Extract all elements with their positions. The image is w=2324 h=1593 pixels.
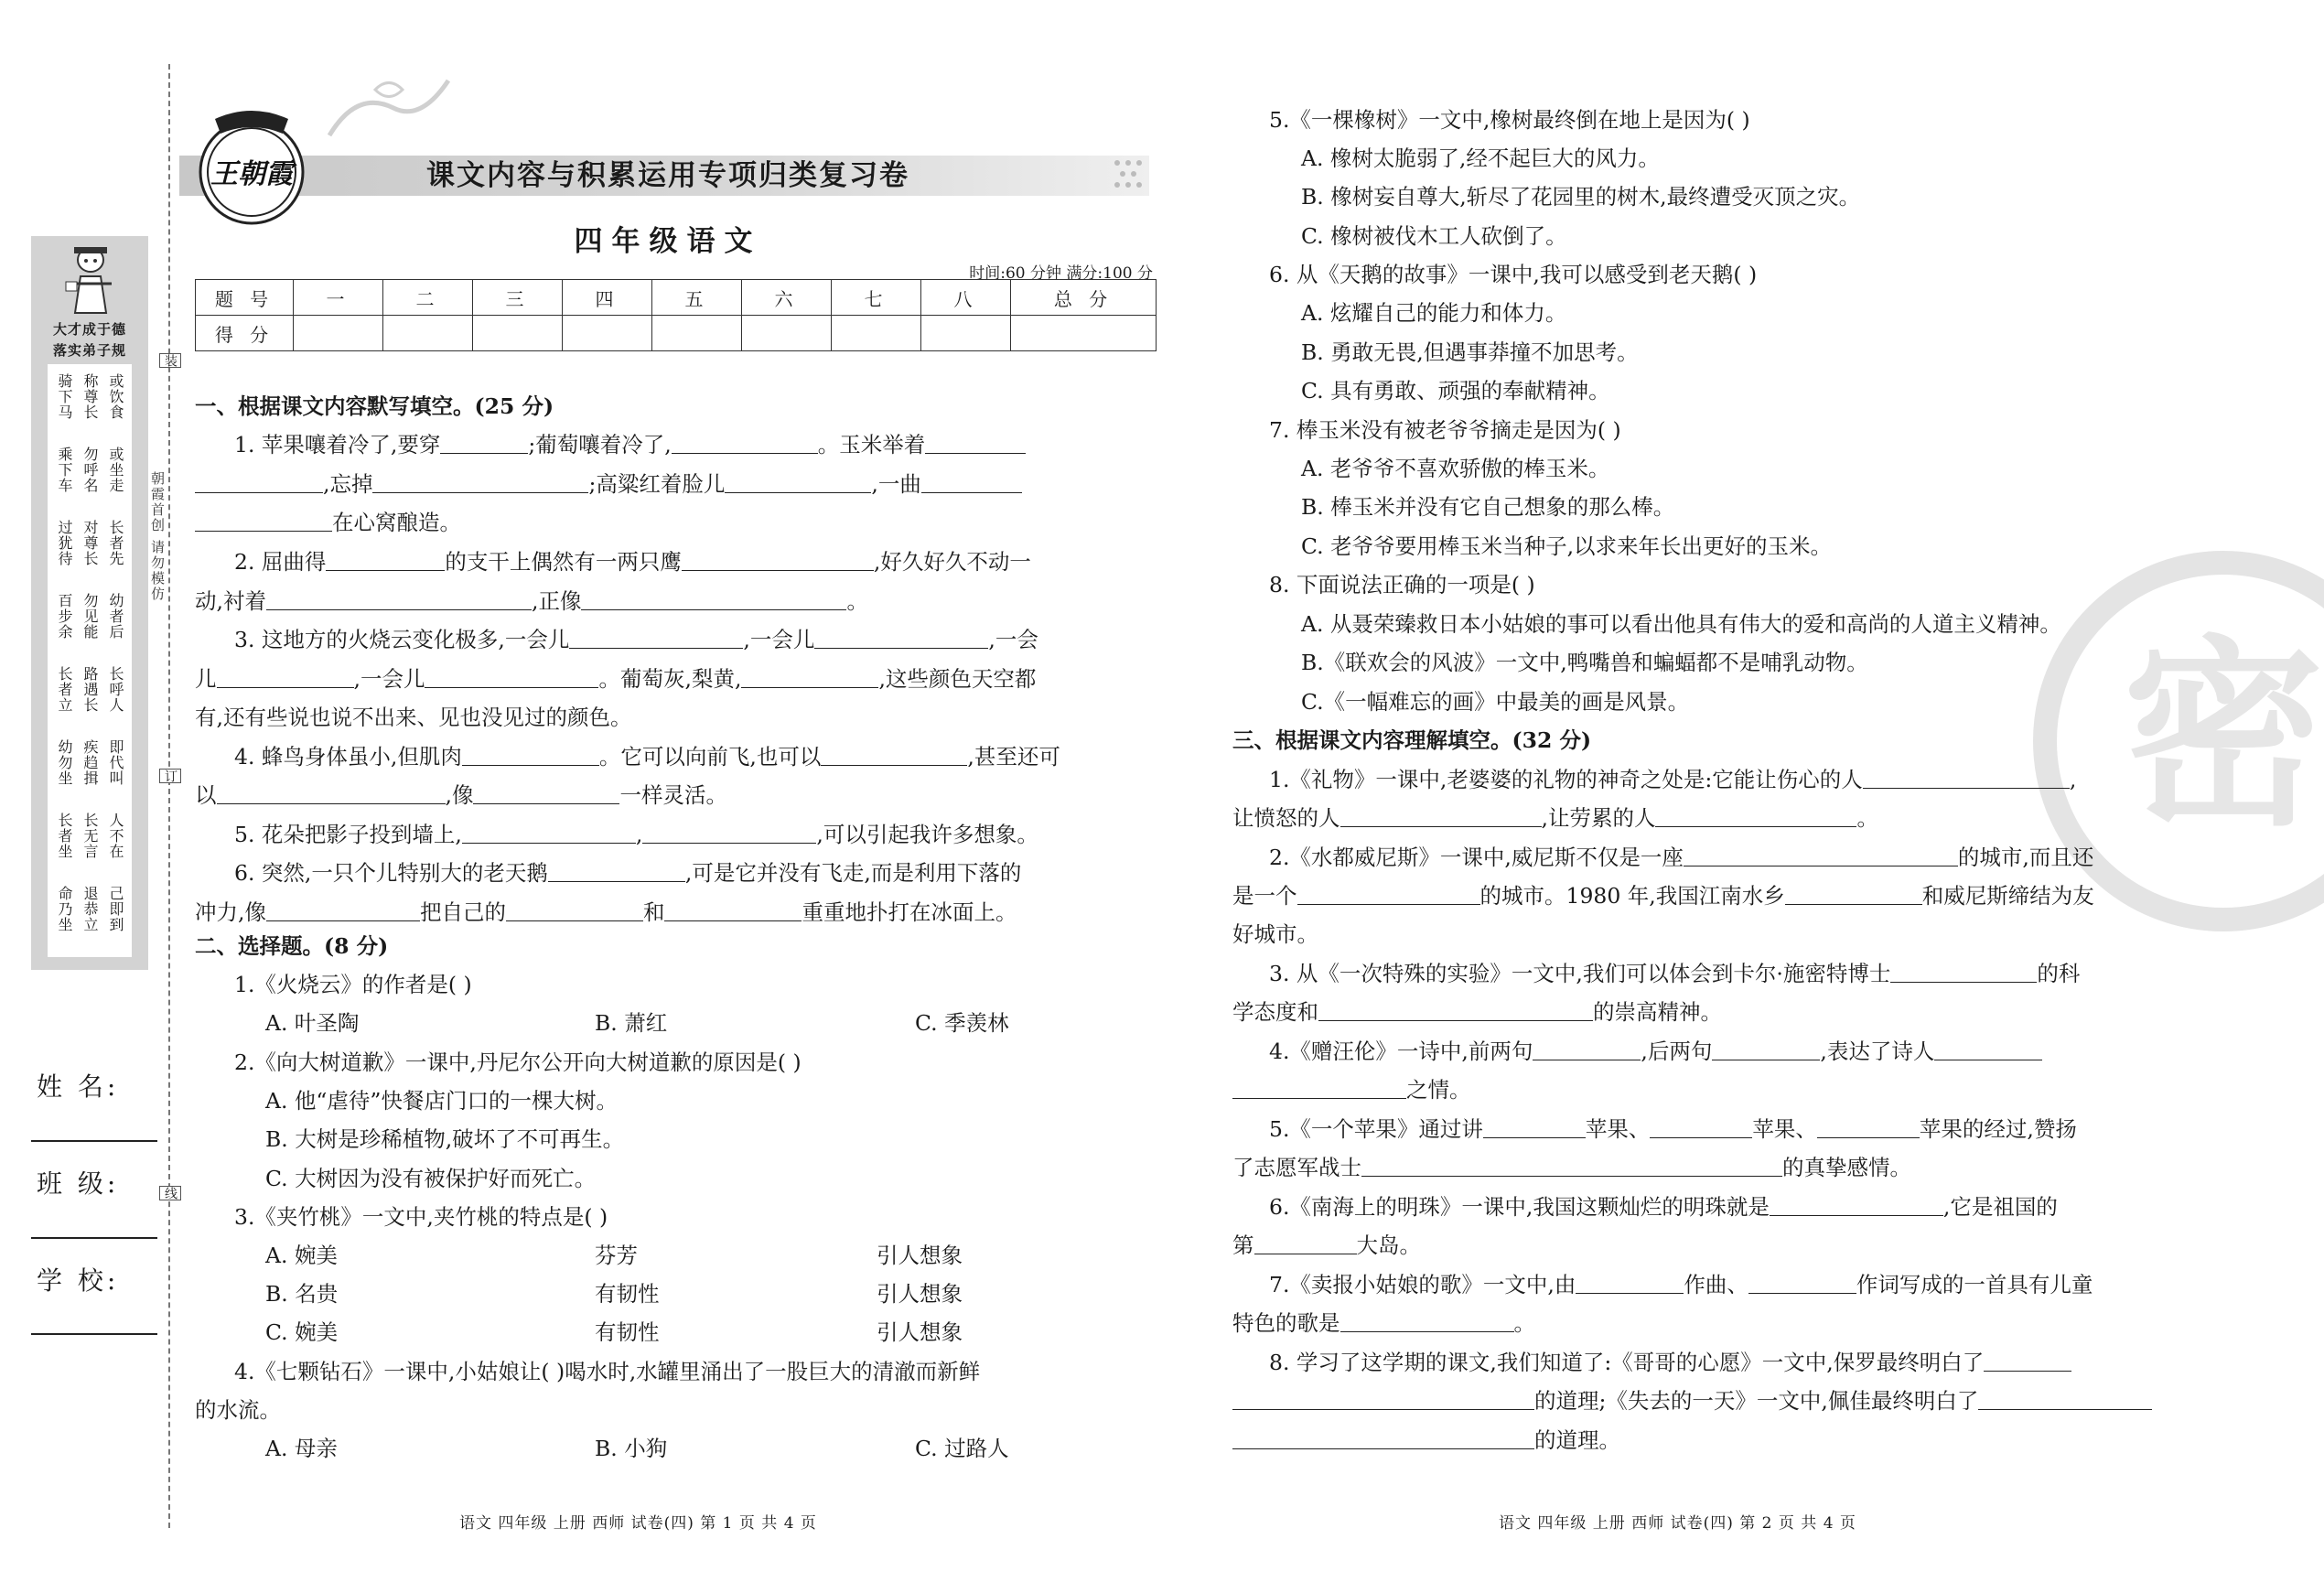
blank-field[interactable] [1655, 806, 1856, 827]
blank-field[interactable] [1978, 1389, 2152, 1410]
s1-line: 4. 蜂鸟身体虽小,但肌肉 。它可以向前飞,也可以 ,甚至还可 [234, 744, 1060, 770]
motto-column: 长呼人 [107, 666, 124, 713]
blank-field[interactable] [195, 472, 323, 493]
s1-line: 有,还有些说也说不出来、见也没见过的颜色。 [195, 705, 632, 730]
question-stem: 7. 棒玉米没有被老爷爷摘走是因为( ) [1269, 417, 1621, 443]
blank-field[interactable] [1863, 768, 2070, 789]
blank-field[interactable] [1232, 1078, 1406, 1099]
option-cell: 引人想象 [877, 1319, 963, 1345]
blank-field[interactable] [1533, 1039, 1641, 1060]
blank-field[interactable] [725, 472, 871, 493]
motto-column: 人不在 [107, 813, 124, 859]
option-c[interactable]: C. 具有勇敢、顽强的奉献精神。 [1301, 378, 1610, 404]
motto-column: 过犹待 [56, 520, 73, 566]
blank-field[interactable] [672, 433, 818, 454]
s3-line: 好城市。 [1232, 921, 1318, 947]
option-cell: 有韧性 [595, 1281, 660, 1307]
s3-line: 让愤怒的人 ,让劳累的人 。 [1232, 805, 1878, 831]
motto-sidebar [31, 236, 148, 970]
blank-field[interactable] [821, 745, 967, 766]
school-underline [31, 1333, 157, 1335]
blank-field[interactable] [1650, 1117, 1752, 1138]
question-stem: 的水流。 [195, 1397, 281, 1423]
score-input-row [196, 316, 1157, 351]
blank-field[interactable] [1483, 1117, 1586, 1138]
s3-line: 之情。 [1232, 1076, 1471, 1103]
svg-text:密: 密 [2122, 619, 2324, 853]
blank-field[interactable] [1817, 1117, 1920, 1138]
blank-field[interactable] [473, 783, 619, 804]
blank-field[interactable] [1934, 1039, 2042, 1060]
s3-line: 5.《一个苹果》通过讲 苹果、 苹果、 苹果的经过,赞扬 [1269, 1116, 2077, 1142]
s3-line: 1.《礼物》一课中,老婆婆的礼物的神奇之处是:它能让伤心的人 , [1269, 767, 2077, 792]
blank-field[interactable] [1890, 962, 2037, 983]
option-c[interactable]: C. 过路人 [915, 1436, 1009, 1461]
page-1-footer: 语文 四年级 上册 西师 试卷(四) 第 1 页 共 4 页 [459, 1514, 817, 1533]
s1-line: 动,衬着 ,正像 。 [195, 588, 868, 614]
svg-text:王朝霞: 王朝霞 [210, 158, 293, 190]
blank-field[interactable] [664, 900, 802, 921]
s3-line: 3. 从《一次特殊的实验》一文中,我们可以体会到卡尔·施密特博士 的科 [1269, 961, 2081, 986]
blank-field[interactable] [462, 745, 599, 766]
section-2-title: 二、选择题。(8 分) [195, 933, 389, 959]
s3-line: 2.《水都威尼斯》一课中,威尼斯不仅是一座 的城市,而且还 [1269, 845, 2094, 870]
option-a[interactable]: A. 母亲 [265, 1436, 338, 1461]
blank-field[interactable] [921, 472, 1022, 493]
score-cell[interactable] [652, 316, 742, 351]
class-label: 班 级: [37, 1168, 120, 1199]
table-header-cell: 四 [563, 280, 652, 316]
motto-column: 勿呼名 [81, 447, 99, 493]
s3-line: 的道理。 [1232, 1426, 1620, 1454]
dots-ornament-icon [1112, 157, 1148, 194]
s3-line: 学态度和 的崇高精神。 [1232, 999, 1722, 1025]
table-header-cell: 题 号 [196, 280, 294, 316]
score-cell[interactable] [473, 316, 563, 351]
blank-field[interactable] [1576, 1273, 1684, 1294]
blank-field[interactable] [1361, 1156, 1782, 1177]
blank-field[interactable] [266, 900, 420, 921]
score-table [195, 279, 1157, 351]
motto-column: 即代叫 [107, 739, 124, 786]
section-1-title: 一、根据课文内容默写填空。(25 分) [195, 393, 554, 419]
seal-char-3: 线 [159, 1186, 181, 1200]
motto-column: 退恭立 [81, 886, 99, 932]
blank-field[interactable] [217, 667, 354, 688]
question-stem: 3.《夹竹桃》一文中,夹竹桃的特点是( ) [234, 1204, 608, 1230]
question-stem: 4.《七颗钻石》一课中,小姑娘让( )喝水时,水罐里涌出了一股巨大的清澈而新鲜 [234, 1359, 981, 1384]
option-b[interactable]: B. 勇敢无畏,但遇事莽撞不加思考。 [1301, 339, 1639, 365]
option-b[interactable]: B.《联欢会的风波》一文中,鸭嘴兽和蝙蝠都不是哺乳动物。 [1301, 650, 1868, 675]
time-score-info: 时间:60 分钟 满分:100 分 [969, 264, 1153, 283]
score-cell[interactable] [294, 316, 383, 351]
s1-line: 5. 花朵把影子投到墙上, , ,可以引起我许多想象。 [234, 822, 1038, 847]
blank-field[interactable] [642, 823, 816, 844]
question-stem: 2.《向大树道歉》一课中,丹尼尔公开向大树道歉的原因是( ) [234, 1049, 802, 1075]
binding-dashed-line [168, 64, 170, 1528]
s1-line: 6. 突然,一只个儿特别大的老天鹅 ,可是它并没有飞走,而是利用下落的 [234, 860, 1022, 886]
table-header-cell: 总 分 [1011, 280, 1157, 316]
motto-text-box [48, 364, 132, 957]
score-header-row [196, 280, 1157, 316]
motto-column: 乘下车 [56, 447, 73, 493]
s3-line: 特色的歌是 。 [1232, 1310, 1535, 1336]
ribbon-ornament-icon [320, 71, 457, 145]
blank-field[interactable] [462, 823, 636, 844]
option-b[interactable]: B. 小狗 [595, 1436, 668, 1461]
blank-field[interactable] [326, 550, 445, 571]
score-cell[interactable] [563, 316, 652, 351]
score-cell[interactable] [1011, 316, 1157, 351]
motto-column: 百步余 [56, 593, 73, 640]
blank-field[interactable] [581, 589, 846, 610]
s1-line: 在心窝酿造。 [195, 509, 461, 536]
section-3-title: 三、根据课文内容理解填空。(32 分) [1232, 727, 1592, 753]
title-banner [179, 156, 1149, 196]
grade-subject: 四年级语文 [574, 225, 762, 258]
option-c[interactable]: C. 老爷爷要用棒玉米当种子,以求来年长出更好的玉米。 [1301, 533, 1833, 559]
motto-column: 长者先 [107, 520, 124, 566]
motto-column: 长者立 [56, 666, 73, 713]
s1-line: 儿 ,一会儿 。葡萄灰,梨黄, ,这些颜色天空都 [195, 666, 1037, 692]
blank-field[interactable] [372, 472, 588, 493]
table-header-cell: 二 [383, 280, 473, 316]
score-cell[interactable] [383, 316, 473, 351]
s3-line: 8. 学习了这学期的课文,我们知道了:《哥哥的心愿》一文中,保罗最终明白了 [1269, 1349, 2071, 1376]
table-header-cell: 一 [294, 280, 383, 316]
motto-line-2: 落实弟子规 [52, 342, 126, 359]
option-a[interactable]: A. 从聂荣臻救日本小姑娘的事可以看出他具有伟大的爱和高尚的人道主义精神。 [1301, 611, 2061, 637]
option-cell: 芬芳 [595, 1243, 638, 1268]
option-cell: 有韧性 [595, 1319, 660, 1345]
blank-field[interactable] [1318, 1000, 1593, 1021]
blank-field[interactable] [1748, 1273, 1856, 1294]
score-row-label: 得 分 [196, 316, 294, 351]
score-cell[interactable] [742, 316, 832, 351]
blank-field[interactable] [548, 861, 685, 882]
blank-field[interactable] [1232, 1428, 1534, 1449]
motto-column: 命乃坐 [56, 886, 73, 932]
motto-column: 幼者后 [107, 593, 124, 640]
blank-field[interactable] [266, 589, 532, 610]
seal-char-1: 装 [159, 353, 181, 368]
s1-line: 2. 屈曲得 的支干上偶然有一两只鹰 ,好久好久不动一 [234, 549, 1031, 575]
question-stem: 1.《火烧云》的作者是( ) [234, 972, 472, 997]
side-note: 朝霞首创 请勿模仿 [149, 471, 166, 602]
question-stem: 6. 从《天鹅的故事》一课中,我可以感受到老天鹅( ) [1269, 262, 1758, 287]
seal-char-2: 订 [159, 769, 181, 783]
motto-column: 勿见能 [81, 593, 99, 640]
motto-column: 长者坐 [56, 813, 73, 859]
s1-line: 以 ,像 一样灵活。 [195, 782, 727, 808]
blank-field[interactable] [569, 628, 743, 649]
s3-line: 6.《南海上的明珠》一课中,我国这颗灿烂的明珠就是 ,它是祖国的 [1269, 1194, 2058, 1220]
s1-line: 冲力,像 把自己的 和 重重地扑打在冰面上。 [195, 899, 1017, 925]
option-cell: 引人想象 [877, 1243, 963, 1268]
option-c[interactable]: C. 季羡林 [915, 1010, 1009, 1036]
option-cell: 引人想象 [877, 1281, 963, 1307]
s3-line: 4.《赠汪伦》一诗中,前两句 ,后两句 ,表达了诗人 [1269, 1038, 2042, 1065]
score-cell[interactable] [921, 316, 1011, 351]
option-b[interactable]: B. 橡树妄自尊大,斩尽了花园里的树木,最终遭受灭顶之灾。 [1301, 184, 1861, 210]
question-stem: 8. 下面说法正确的一项是( ) [1269, 572, 1535, 597]
motto-column: 骑下马 [56, 373, 73, 420]
motto-column: 长无言 [81, 813, 99, 859]
blank-field[interactable] [1232, 1389, 1534, 1410]
s1-line: 1. 苹果嚷着冷了,要穿 ;葡萄嚷着冷了, 。玉米举着 [234, 431, 1026, 458]
school-label: 学 校: [37, 1265, 120, 1296]
blank-field[interactable] [1984, 1351, 2071, 1372]
option-b[interactable]: B. 萧红 [595, 1010, 668, 1036]
motto-column: 对尊长 [81, 520, 99, 566]
score-cell[interactable] [832, 316, 921, 351]
table-header-cell: 六 [742, 280, 832, 316]
option-a[interactable]: A. 老爷爷不喜欢骄傲的棒玉米。 [1301, 456, 1610, 481]
option-c[interactable]: C.《一幅难忘的画》中最美的画是风景。 [1301, 689, 1690, 715]
name-label: 姓 名: [37, 1071, 120, 1102]
motto-column: 或饮食 [107, 373, 124, 420]
motto-line-1: 大才成于德 [52, 321, 126, 338]
blank-field[interactable] [925, 433, 1026, 454]
s1-line: 3. 这地方的火烧云变化极多,一会儿 ,一会儿 ,一会 [234, 627, 1038, 652]
blank-field[interactable] [425, 667, 598, 688]
blank-field[interactable] [814, 628, 988, 649]
blank-field[interactable] [1340, 1311, 1514, 1332]
option-a[interactable]: A. 炫耀自己的能力和体力。 [1301, 300, 1567, 326]
s3-line: 第 大岛。 [1232, 1232, 1421, 1258]
table-header-cell: 三 [473, 280, 563, 316]
motto-column: 幼勿坐 [56, 739, 73, 786]
name-underline [31, 1140, 157, 1142]
option-a[interactable]: A. 他“虐待”快餐店门口的一棵大树。 [265, 1088, 618, 1114]
option-b[interactable]: B. 棒玉米并没有它自己想象的那么棒。 [1301, 494, 1675, 520]
blank-field[interactable] [1684, 845, 1958, 866]
page-2-footer: 语文 四年级 上册 西师 试卷(四) 第 2 页 共 4 页 [1499, 1514, 1856, 1533]
blank-field[interactable] [741, 667, 878, 688]
motto-column: 路遇长 [81, 666, 99, 713]
motto-column: 称尊长 [81, 373, 99, 420]
class-underline [31, 1237, 157, 1239]
blank-field[interactable] [1785, 884, 1922, 905]
table-header-cell: 七 [832, 280, 921, 316]
blank-field[interactable] [1254, 1233, 1357, 1254]
option-c[interactable]: C. 橡树被伐木工人砍倒了。 [1301, 223, 1567, 249]
table-header-cell: 八 [921, 280, 1011, 316]
motto-column: 己即到 [107, 886, 124, 932]
blank-field[interactable] [217, 783, 446, 804]
option-c[interactable]: C. 大树因为没有被保护好而死亡。 [265, 1166, 597, 1191]
blank-field[interactable] [1712, 1039, 1820, 1060]
s1-line: ,忘掉 ;高粱红着脸儿 ,一曲 [195, 470, 1022, 498]
exam-title: 课文内容与积累运用专项归类复习卷 [426, 159, 909, 192]
option-a[interactable]: A. 叶圣陶 [265, 1010, 360, 1036]
option-c[interactable]: C. 婉美 [265, 1319, 339, 1345]
option-b[interactable]: B. 名贵 [265, 1281, 339, 1307]
s3-line: 的道理;《失去的一天》一文中,佩佳最终明白了 [1232, 1387, 2152, 1415]
s3-line: 7.《卖报小姑娘的歌》一文中,由 作曲、 作词写成的一首具有儿童 [1269, 1272, 2093, 1297]
scholar-figure-icon [62, 242, 119, 315]
blank-field[interactable] [1770, 1195, 1943, 1216]
motto-column: 疾趋揖 [81, 739, 99, 786]
table-header-cell: 五 [652, 280, 742, 316]
option-a[interactable]: A. 婉美 [265, 1243, 338, 1268]
blank-field[interactable] [1297, 884, 1480, 905]
blank-field[interactable] [1340, 806, 1542, 827]
blank-field[interactable] [195, 511, 332, 532]
brand-logo [188, 102, 316, 231]
s3-line: 是一个 的城市。1980 年,我国江南水乡 和威尼斯缔结为友 [1232, 883, 2094, 909]
option-a[interactable]: A. 橡树太脆弱了,经不起巨大的风力。 [1301, 145, 1660, 171]
blank-field[interactable] [506, 900, 643, 921]
blank-field[interactable] [682, 550, 874, 571]
option-b[interactable]: B. 大树是珍稀植物,破坏了不可再生。 [265, 1126, 625, 1152]
question-stem: 5.《一棵橡树》一文中,橡树最终倒在地上是因为( ) [1269, 107, 1750, 133]
s3-line: 了志愿军战士 的真挚感情。 [1232, 1155, 1911, 1180]
motto-column: 或坐走 [107, 447, 124, 493]
blank-field[interactable] [440, 433, 528, 454]
